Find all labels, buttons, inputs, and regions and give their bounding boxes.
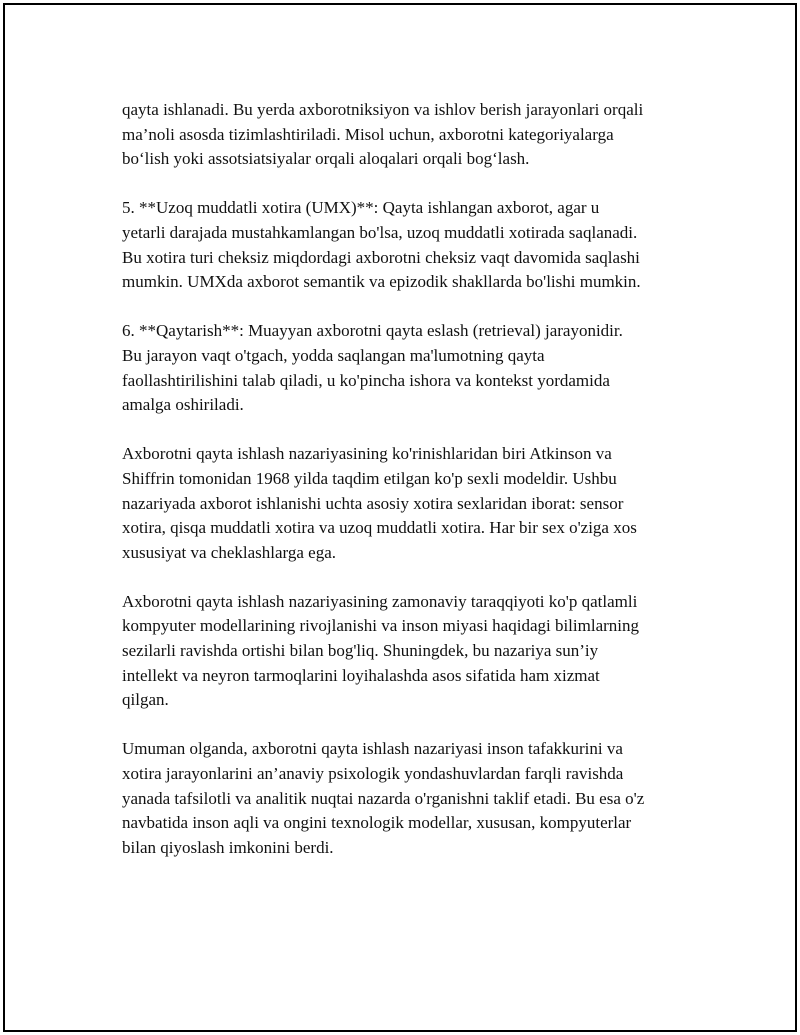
text-line: yetarli darajada mustahkamlangan bo'lsa, uzoq muddatli xotirada saqlanadi.	[122, 222, 638, 242]
text-line: qilgan.	[122, 690, 169, 710]
text-line: Umuman olganda, axborotni qayta ishlash nazariyasi inson tafakkurini va	[122, 739, 623, 759]
page-frame	[3, 3, 797, 1032]
text-line: intellekt va neyron tarmoqlarini loyihalashda asos sifatida ham xizmat	[122, 665, 600, 685]
text-line: amalga oshiriladi.	[122, 395, 244, 415]
paragraph	[122, 590, 702, 713]
text-line: Axborotni qayta ishlash nazariyasining ko'rinishlaridan biri Atkinson va	[122, 444, 612, 464]
text-line: xotira jarayonlarini an’anaviy psixologik yondashuvlardan farqli ravishda	[122, 764, 624, 784]
text-line: faollashtirilishini talab qiladi, u ko'pincha ishora va kontekst yordamida	[122, 370, 610, 390]
text-line: Shiffrin tomonidan 1968 yilda taqdim etilgan ko'p sexli modeldir. Ushbu	[122, 468, 617, 488]
paragraph	[122, 442, 702, 565]
text-line: xotira, qisqa muddatli xotira va uzoq muddatli xotira. Har bir sex o'ziga xos	[122, 518, 637, 538]
text-line: nazariyada axborot ishlanishi uchta asosiy xotira sexlaridan iborat: sensor	[122, 493, 624, 513]
paragraph	[122, 98, 702, 172]
text-line: yanada tafsilotli va analitik nuqtai nazarda o'rganishni taklif etadi. Bu esa o'z	[122, 788, 645, 808]
document-body	[122, 98, 702, 885]
paragraph	[122, 319, 702, 417]
text-line: 6. **Qaytarish**: Muayyan axborotni qayta eslash (retrieval) jarayonidir.	[122, 321, 623, 341]
text-line: bo‘lish yoki assotsiatsiyalar orqali aloqalari orqali bog‘lash.	[122, 149, 530, 169]
text-line: ma’noli asosda tizimlashtiriladi. Misol uchun, axborotni kategoriyalarga	[122, 124, 614, 144]
text-line: Bu xotira turi cheksiz miqdordagi axborotni cheksiz vaqt davomida saqlashi	[122, 247, 640, 267]
text-line: kompyuter modellarining rivojlanishi va inson miyasi haqidagi bilimlarning	[122, 616, 640, 636]
text-line: bilan qiyoslash imkonini berdi.	[122, 837, 334, 857]
paragraph	[122, 737, 702, 860]
text-line: mumkin. UMXda axborot semantik va epizodik shakllarda bo'lishi mumkin.	[122, 272, 641, 292]
text-line: qayta ishlanadi. Bu yerda axborotniksiyon va ishlov berish jarayonlari orqali	[122, 100, 644, 119]
text-line: xususiyat va cheklashlarga ega.	[122, 542, 337, 562]
text-line: Axborotni qayta ishlash nazariyasining zamonaviy taraqqiyoti ko'p qatlamli	[122, 591, 638, 611]
paragraph	[122, 196, 702, 294]
text-line: sezilarli ravishda ortishi bilan bog'liq. Shuningdek, bu nazariya sun’iy	[122, 641, 599, 661]
text-line: Bu jarayon vaqt o'tgach, yodda saqlangan ma'lumotning qayta	[122, 345, 545, 365]
text-line: navbatida inson aqli va ongini texnologik modellar, xususan, kompyuterlar	[122, 813, 632, 833]
text-line: 5. **Uzoq muddatli xotira (UMX)**: Qayta ishlangan axborot, agar u	[122, 198, 600, 218]
